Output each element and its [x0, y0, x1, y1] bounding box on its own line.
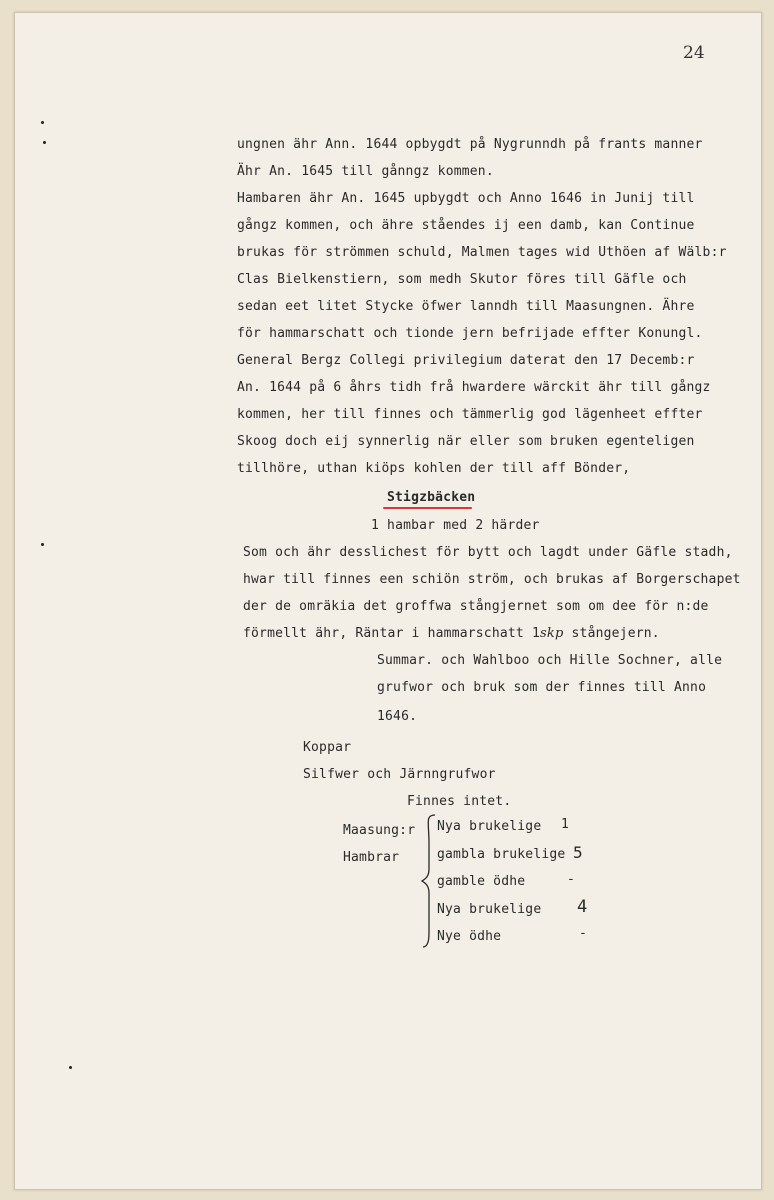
brace-bracket	[421, 813, 437, 949]
hambrar-label: Hambrar	[343, 850, 400, 865]
table-row-label: gambla brukelige	[437, 847, 566, 862]
table-row-value: -	[579, 926, 588, 941]
margin-mark	[41, 543, 44, 546]
text-line: hwar till finnes een schiön ström, och brukas af Borgerschapet	[243, 572, 741, 587]
table-row-value: 4	[577, 897, 588, 917]
section-heading: Stigzbäcken	[387, 490, 476, 505]
margin-mark	[43, 141, 46, 144]
table-row-label: Nya brukelige	[437, 819, 542, 834]
text-line: General Bergz Collegi privilegium daterat den 17 Decemb:r	[237, 353, 695, 368]
text-line: grufwor och bruk som der finnes till Anno	[377, 680, 707, 695]
table-row-value: -	[567, 872, 576, 887]
table-row-label: gamble ödhe	[437, 874, 526, 889]
text-line: kommen, her till finnes och tämmerlig god lägenheet effter	[237, 407, 703, 422]
text-line: Summar. och Wahlboo och Hille Sochner, alle	[377, 653, 723, 668]
text-segment: förmellt ähr, Räntar i hammarschatt 1	[243, 626, 540, 641]
text-line	[243, 626, 660, 641]
silfwer-label: Silfwer och Järnngrufwor	[303, 767, 496, 782]
text-segment: stångejern.	[563, 626, 660, 641]
table-row-value: 1	[561, 817, 570, 832]
margin-mark	[69, 1066, 72, 1069]
table-row-label: Nye ödhe	[437, 929, 502, 944]
maasung-label: Maasung:r	[343, 823, 416, 838]
finnes-intet: Finnes intet.	[407, 794, 512, 809]
text-line: der de omräkia det groffwa stångjernet som om dee för n:de	[243, 599, 709, 614]
text-line: Ähr An. 1645 till gånngz kommen.	[237, 164, 494, 179]
text-line: sedan eet litet Stycke öfwer lanndh till Maasungnen. Ähre	[237, 299, 695, 314]
document-page	[14, 12, 762, 1190]
subheading: 1 hambar med 2 härder	[371, 518, 540, 533]
text-line: tillhöre, uthan kiöps kohlen der till aff Bönder,	[237, 461, 631, 476]
table-row-label: Nya brukelige	[437, 902, 542, 917]
text-line: Som och ähr desslichest för bytt och lagdt under Gäfle stadh,	[243, 545, 733, 560]
text-line: gångz kommen, och ähre ståendes ij een damb, kan Continue	[237, 218, 695, 233]
koppar-label: Koppar	[303, 740, 352, 755]
heading-underline	[383, 507, 472, 509]
text-line: An. 1644 på 6 åhrs tidh frå hwardere wärckit ähr till gångz	[237, 380, 711, 395]
text-line: Clas Bielkenstiern, som medh Skutor föres till Gäfle och	[237, 272, 687, 287]
text-line: för hammarschatt och tionde jern befrijade effter Konungl.	[237, 326, 703, 341]
text-line: Skoog doch eij synnerlig när eller som bruken egenteligen	[237, 434, 695, 449]
text-line: 1646.	[377, 709, 418, 724]
page-number: 24	[683, 43, 705, 63]
margin-mark	[41, 121, 44, 124]
text-line: brukas för strömmen schuld, Malmen tages wid Uthöen af Wälb:r	[237, 245, 727, 260]
handwritten-annotation: skp	[540, 626, 564, 641]
table-row-value: 5	[573, 843, 583, 862]
text-line: ungnen ähr Ann. 1644 opbygdt på Nygrunndh på frants manner	[237, 137, 703, 152]
text-line: Hambaren ähr An. 1645 upbygdt och Anno 1646 in Junij till	[237, 191, 695, 206]
